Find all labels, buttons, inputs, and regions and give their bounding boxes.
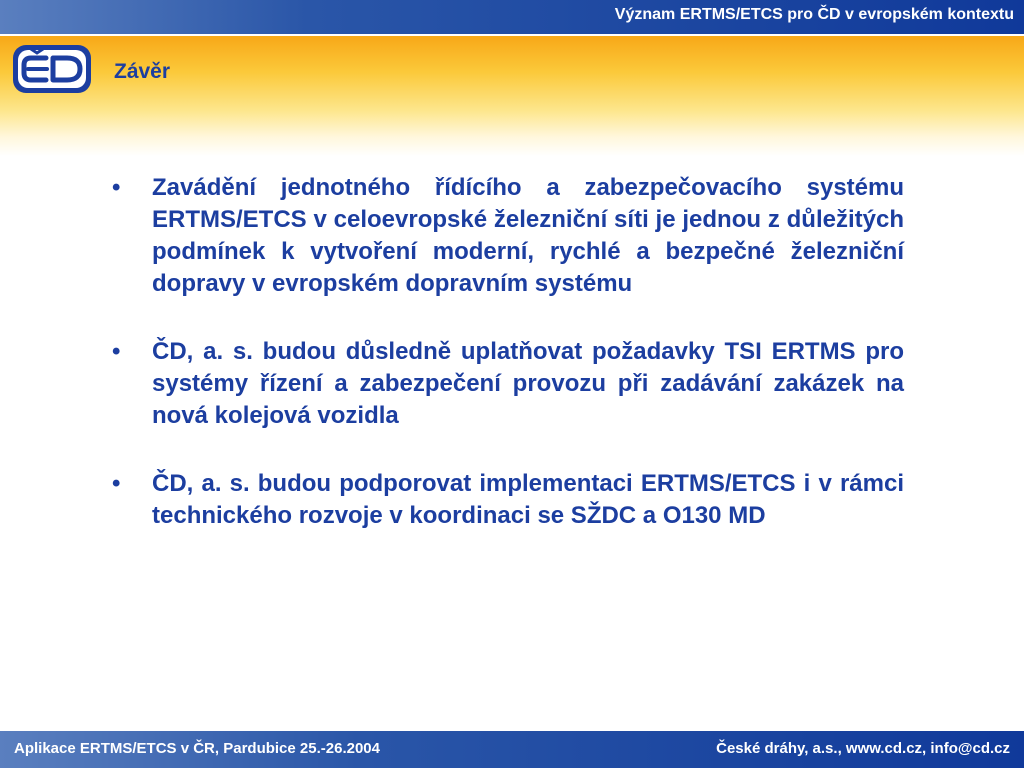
bullet-item (112, 468, 904, 532)
cd-logo (10, 42, 94, 96)
bullet-item (112, 172, 904, 300)
bullet-text: ČD, a. s. budou důsledně uplatňovat požadavky TSI ERTMS pro systémy řízení a zabezpečení provozu při zadávání zakázek na nová kolejová vozidla (152, 338, 904, 429)
bullet-dot-icon: • (112, 174, 121, 201)
bullet-item (112, 336, 904, 432)
bullet-dot-icon: • (112, 470, 121, 497)
slide-title: Závěr (114, 60, 171, 83)
footer-event: Aplikace ERTMS/ETCS v ČR, Pardubice 25.-26.2004 (14, 740, 380, 757)
bullet-text: ČD, a. s. budou podporovat implementaci ERTMS/ETCS i v rámci technického rozvoje v koordinaci se SŽDC a O130 MD (152, 470, 904, 529)
bullet-list (112, 172, 904, 568)
bullet-text: Zavádění jednotného řídícího a zabezpečovacího systému ERTMS/ETCS v celoevropské železniční síti je jednou z důležitých podmínek k vytvoření moderní, rychlé a bezpečné železniční dopravy v evropském dopravním systému (152, 174, 904, 297)
presentation-title: Význam ERTMS/ETCS pro ČD v evropském kontextu (614, 6, 1014, 23)
footer-bar (0, 731, 1024, 768)
bullet-dot-icon: • (112, 338, 121, 365)
header-band (0, 36, 1024, 156)
top-bar (0, 0, 1024, 34)
footer-contact: České dráhy, a.s., www.cd.cz, info@cd.cz (716, 740, 1010, 757)
